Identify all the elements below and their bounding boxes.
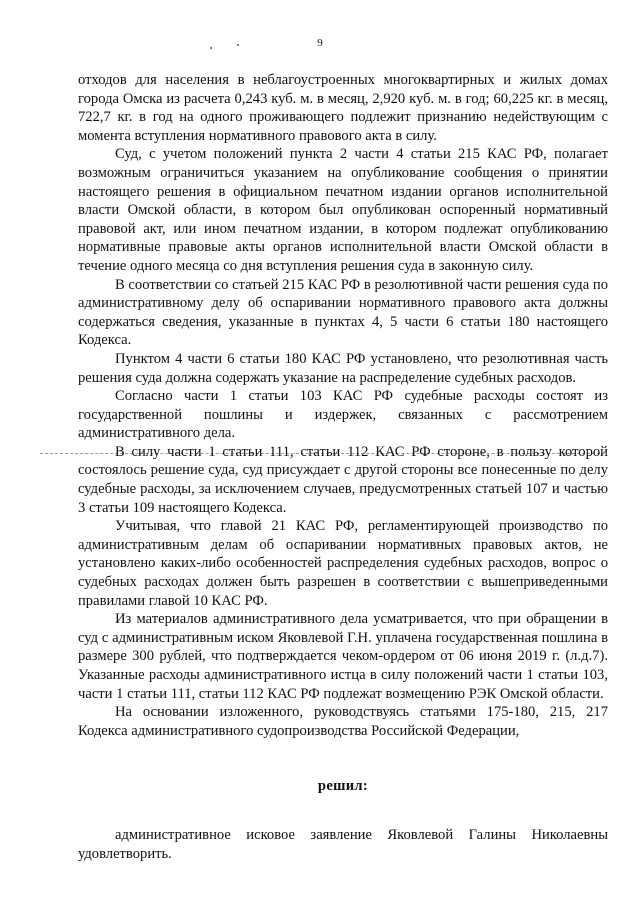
paragraph-5: Согласно части 1 статьи 103 КАС РФ судебные расходы состоят из государственной пошлины и издержек, связанных с рассмотрением административного дела. xyxy=(78,388,608,442)
document-body xyxy=(78,71,608,878)
scan-speck xyxy=(237,44,239,46)
paragraph-8: Из материалов административного дела усматривается, что при обращении в суд с административным иском Яковлевой Г.Н. уплачена государственная пошлина в размере 300 рублей, что подтверждается чеком-ордером от 06 июня 2019 г. (л.д.7). Указанные расходы административного истца в силу положений части 1 статьи 103, части 1 статьи 111, статьи 112 КАС РФ подлежат возмещению РЭК Омской области. xyxy=(78,611,608,702)
paragraph-6: В силу части 1 статьи 111, статьи 112 КАС РФ стороне, в пользу которой состоялось решение суда, суд присуждает с другой стороны все понесенные по делу судебные расходы, за исключением случаев, предусмотренных статьей 107 и частью 3 статьи 109 настоящего Кодекса. xyxy=(78,443,608,516)
paragraph-1: отходов для населения в неблагоустроенных многоквартирных и жилых домах города Омска из расчета 0,243 куб. м. в месяц, 2,920 куб. м. в год; 60,225 кг. в месяц, 722,7 кг. в год на одного проживающего подлежит признанию недействующим с момента вступления нормативного правового акта в силу. xyxy=(78,72,608,144)
final-paragraph: административное исковое заявление Яковлевой Галины Николаевны удовлетворить. xyxy=(78,826,608,862)
paragraph-7: Учитывая, что главой 21 КАС РФ, регламентирующей производство по административным делам об оспаривании нормативных правовых актов, не установлено каких-либо особенностей распределения судебных расходов, вопрос о судебных расходах должен быть разрешен в соответствии с вышеприведенными правилами главой 10 КАС РФ. xyxy=(78,518,608,609)
scan-speck xyxy=(210,47,212,49)
paragraph-9: На основании изложенного, руководствуясь статьями 175-180, 215, 217 Кодекса административного судопроизводства Российской Федерации, xyxy=(78,704,608,739)
paragraph-2: Суд, с учетом положений пункта 2 части 4 статьи 215 КАС РФ, полагает возможным ограничиться указанием на опубликование сообщения о принятии настоящего решения в официальном печатном издании органов исполнительной власти Омской области, в котором был опубликован оспоренный нормативный правовой акт, или ином печатном издании, в котором подлежат опубликованию нормативные правовые акты органов исполнительной власти Омской области в течение одного месяца со дня вступления решения суда в законную силу. xyxy=(78,146,608,274)
paragraph-4: Пунктом 4 части 6 статьи 180 КАС РФ установлено, что резолютивная часть решения суда должна содержать указание на распределение судебных расходов. xyxy=(78,350,608,386)
decision-heading: решил: xyxy=(317,778,369,795)
page-number: 9 xyxy=(317,37,323,49)
paragraph-3: В соответствии со статьей 215 КАС РФ в резолютивной части решения суда по административному делу об оспаривании нормативного правового акта должны содержаться сведения, указанные в пунктах 4, 5 части 6 статьи 180 настоящего Кодекса. xyxy=(78,276,608,349)
